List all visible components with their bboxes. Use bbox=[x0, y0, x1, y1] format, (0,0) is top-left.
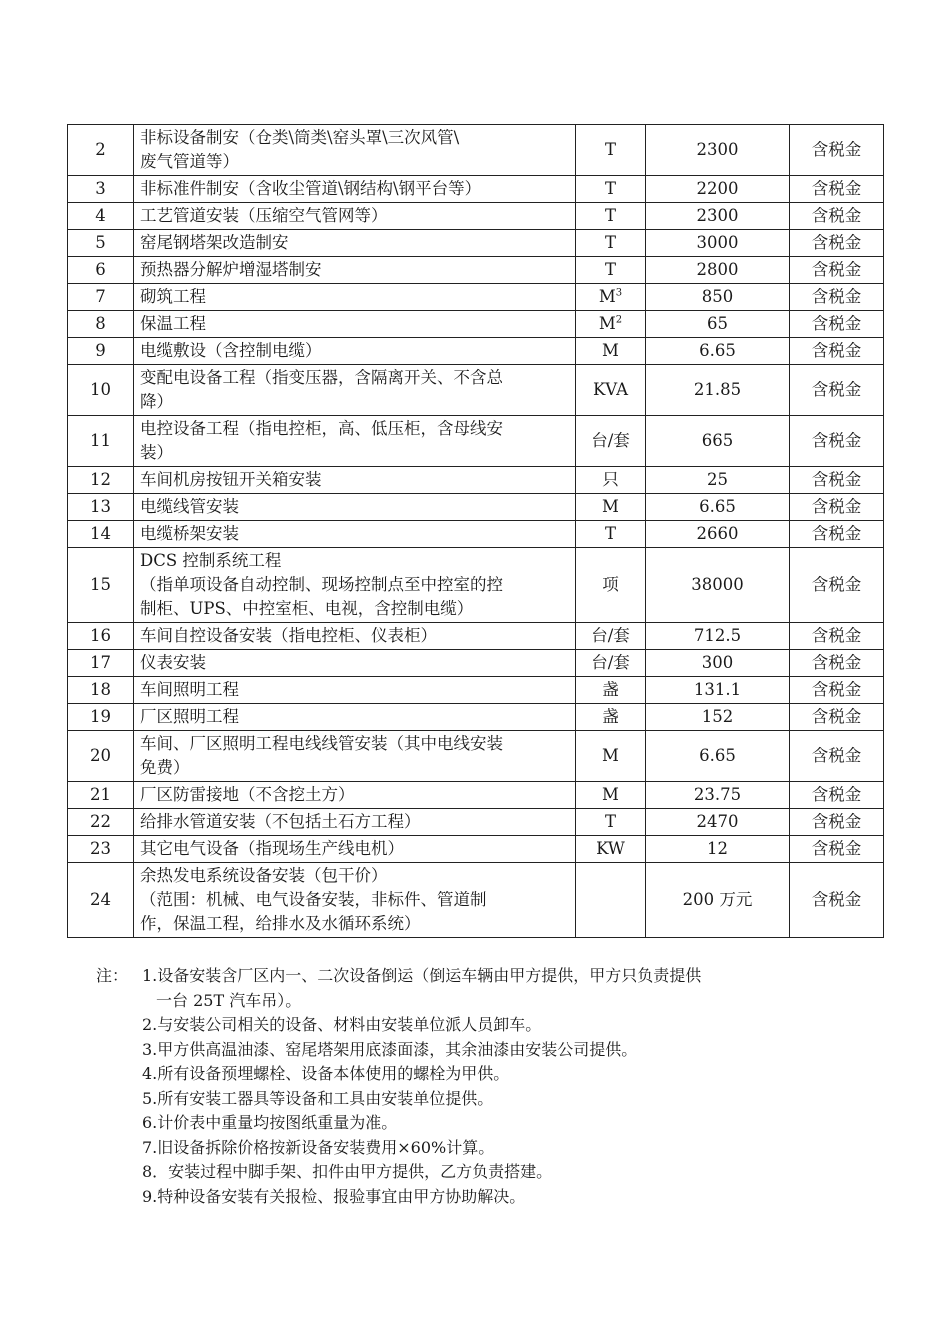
table-row bbox=[68, 284, 884, 311]
table-row bbox=[68, 338, 884, 365]
price-table-body bbox=[68, 125, 884, 938]
unit-cell bbox=[576, 338, 646, 365]
tax-note-cell: 含税金 bbox=[790, 257, 884, 284]
table-row bbox=[68, 836, 884, 863]
tax-note-cell: 含税金 bbox=[790, 311, 884, 338]
item-name-cell bbox=[134, 548, 576, 623]
tax-note-cell: 含税金 bbox=[790, 836, 884, 863]
item-name-cell bbox=[134, 176, 576, 203]
unit-cell bbox=[576, 311, 646, 338]
tax-note-cell: 含税金 bbox=[790, 521, 884, 548]
row-number-cell: 15 bbox=[68, 548, 134, 623]
table-row bbox=[68, 257, 884, 284]
tax-note-cell: 含税金 bbox=[790, 548, 884, 623]
unit-cell bbox=[576, 284, 646, 311]
row-number-cell: 3 bbox=[68, 176, 134, 203]
unit-cell bbox=[576, 521, 646, 548]
unit-text: 台/套 bbox=[591, 431, 630, 450]
item-name-cell bbox=[134, 731, 576, 782]
row-number-cell: 20 bbox=[68, 731, 134, 782]
table-row bbox=[68, 416, 884, 467]
item-name-line: 电缆敷设（含控制电缆） bbox=[140, 341, 322, 360]
item-name-line: 车间自控设备安装（指电控柜、仪表柜） bbox=[140, 626, 437, 645]
item-name-line: 预热器分解炉增湿塔制安 bbox=[140, 260, 322, 279]
unit-text: M bbox=[602, 746, 619, 765]
row-number-cell: 6 bbox=[68, 257, 134, 284]
item-name-cell bbox=[134, 203, 576, 230]
unit-text: T bbox=[604, 140, 616, 159]
unit-cell bbox=[576, 230, 646, 257]
item-name-line: 车间、厂区照明工程电线线管安装（其中电线安装 bbox=[140, 734, 503, 753]
item-name-line: 余热发电系统设备安装（包干价） bbox=[140, 866, 388, 885]
unit-text: T bbox=[604, 233, 616, 252]
table-row bbox=[68, 782, 884, 809]
item-name-line: 制柜、UPS、中控室柜、电视，含控制电缆） bbox=[140, 599, 474, 618]
row-number-cell: 14 bbox=[68, 521, 134, 548]
notes-label: 注： bbox=[96, 966, 129, 985]
row-number-cell: 18 bbox=[68, 677, 134, 704]
item-name-cell bbox=[134, 257, 576, 284]
note-item: 6.计价表中重量均按图纸重量为准。 bbox=[142, 1113, 398, 1132]
item-name-line: 车间机房按钮开关箱安装 bbox=[140, 470, 322, 489]
table-row bbox=[68, 230, 884, 257]
unit-superscript: 3 bbox=[615, 287, 623, 299]
table-row bbox=[68, 548, 884, 623]
tax-note-cell: 含税金 bbox=[790, 650, 884, 677]
tax-note-cell: 含税金 bbox=[790, 125, 884, 176]
item-name-line: 降） bbox=[140, 392, 173, 411]
item-name-cell bbox=[134, 284, 576, 311]
price-cell: 21.85 bbox=[646, 365, 790, 416]
item-name-line: 电缆线管安装 bbox=[140, 497, 239, 516]
price-cell: 65 bbox=[646, 311, 790, 338]
item-name-line: 车间照明工程 bbox=[140, 680, 239, 699]
tax-note-cell: 含税金 bbox=[790, 809, 884, 836]
item-name-line: 废气管道等） bbox=[140, 152, 239, 171]
tax-note-cell: 含税金 bbox=[790, 704, 884, 731]
unit-cell bbox=[576, 125, 646, 176]
item-name-line: 厂区防雷接地（不含挖土方） bbox=[140, 785, 355, 804]
price-cell: 2800 bbox=[646, 257, 790, 284]
row-number-cell: 23 bbox=[68, 836, 134, 863]
price-cell: 2300 bbox=[646, 203, 790, 230]
price-cell: 23.75 bbox=[646, 782, 790, 809]
unit-text: M bbox=[598, 287, 616, 306]
price-cell: 2660 bbox=[646, 521, 790, 548]
tax-note-cell: 含税金 bbox=[790, 230, 884, 257]
row-number-cell: 22 bbox=[68, 809, 134, 836]
unit-cell bbox=[576, 650, 646, 677]
unit-cell bbox=[576, 494, 646, 521]
item-name-line: 工艺管道安装（压缩空气管网等） bbox=[140, 206, 388, 225]
table-row bbox=[68, 623, 884, 650]
price-cell: 38000 bbox=[646, 548, 790, 623]
notes-row bbox=[96, 964, 876, 1209]
row-number-cell: 16 bbox=[68, 623, 134, 650]
price-cell: 200 万元 bbox=[646, 863, 790, 938]
note-item: 4.所有设备预埋螺栓、设备本体使用的螺栓为甲供。 bbox=[142, 1064, 510, 1083]
item-name-line: 其它电气设备（指现场生产线电机） bbox=[140, 839, 404, 858]
tax-note-cell: 含税金 bbox=[790, 494, 884, 521]
tax-note-cell: 含税金 bbox=[790, 623, 884, 650]
item-name-cell bbox=[134, 863, 576, 938]
row-number-cell: 11 bbox=[68, 416, 134, 467]
unit-text: 盏 bbox=[602, 680, 619, 699]
tax-note-cell: 含税金 bbox=[790, 284, 884, 311]
table-row bbox=[68, 677, 884, 704]
item-name-line: 装） bbox=[140, 443, 173, 462]
price-cell: 665 bbox=[646, 416, 790, 467]
unit-text: 项 bbox=[602, 575, 619, 594]
price-cell: 2300 bbox=[646, 125, 790, 176]
table-row bbox=[68, 311, 884, 338]
unit-cell bbox=[576, 467, 646, 494]
unit-text: KW bbox=[596, 839, 625, 858]
tax-note-cell: 含税金 bbox=[790, 731, 884, 782]
item-name-line: 厂区照明工程 bbox=[140, 707, 239, 726]
note-item: 3.甲方供高温油漆、窑尾塔架用底漆面漆，其余油漆由安装公司提供。 bbox=[142, 1039, 638, 1059]
unit-text: T bbox=[604, 524, 616, 543]
table-row bbox=[68, 494, 884, 521]
item-name-cell bbox=[134, 365, 576, 416]
table-row bbox=[68, 365, 884, 416]
unit-superscript: 2 bbox=[615, 314, 623, 326]
item-name-line: 给排水管道安装（不包括土石方工程） bbox=[140, 812, 421, 831]
item-name-cell bbox=[134, 521, 576, 548]
tax-note-cell: 含税金 bbox=[790, 782, 884, 809]
tax-note-cell: 含税金 bbox=[790, 677, 884, 704]
item-name-cell bbox=[134, 230, 576, 257]
item-name-cell bbox=[134, 494, 576, 521]
unit-text: T bbox=[604, 179, 616, 198]
price-cell: 12 bbox=[646, 836, 790, 863]
price-cell: 300 bbox=[646, 650, 790, 677]
unit-cell bbox=[576, 176, 646, 203]
item-name-line: 免费） bbox=[140, 758, 190, 777]
item-name-line: 电缆桥架安装 bbox=[140, 524, 239, 543]
item-name-line: （范围：机械、电气设备安装，非标件、管道制 bbox=[140, 890, 487, 909]
unit-cell bbox=[576, 416, 646, 467]
row-number-cell: 17 bbox=[68, 650, 134, 677]
table-row bbox=[68, 863, 884, 938]
unit-text: T bbox=[604, 260, 616, 279]
unit-cell bbox=[576, 623, 646, 650]
item-name-line: 非标准件制安（含收尘管道\钢结构\钢平台等） bbox=[140, 179, 482, 198]
tax-note-cell: 含税金 bbox=[790, 203, 884, 230]
price-table bbox=[67, 124, 884, 938]
item-name-line: DCS 控制系统工程 bbox=[140, 551, 282, 570]
row-number-cell: 7 bbox=[68, 284, 134, 311]
item-name-line: 保温工程 bbox=[140, 314, 206, 333]
price-cell: 2470 bbox=[646, 809, 790, 836]
row-number-cell: 21 bbox=[68, 782, 134, 809]
row-number-cell: 10 bbox=[68, 365, 134, 416]
item-name-cell bbox=[134, 782, 576, 809]
item-name-line: 非标设备制安（仓类\筒类\窑头罩\三次风管\ bbox=[140, 128, 460, 147]
price-cell: 6.65 bbox=[646, 494, 790, 521]
table-row bbox=[68, 731, 884, 782]
item-name-line: （指单项设备自动控制、现场控制点至中控室的控 bbox=[140, 575, 503, 594]
row-number-cell: 4 bbox=[68, 203, 134, 230]
unit-cell bbox=[576, 836, 646, 863]
row-number-cell: 19 bbox=[68, 704, 134, 731]
item-name-line: 砌筑工程 bbox=[140, 287, 206, 306]
unit-text: 台/套 bbox=[591, 653, 630, 672]
price-cell: 3000 bbox=[646, 230, 790, 257]
unit-text: T bbox=[604, 206, 616, 225]
table-row bbox=[68, 203, 884, 230]
item-name-line: 电控设备工程（指电控柜，高、低压柜，含母线安 bbox=[140, 419, 503, 438]
note-item: 1.设备安装含厂区内一、二次设备倒运（倒运车辆由甲方提供，甲方只负责提供 bbox=[142, 966, 702, 985]
unit-text: T bbox=[604, 812, 616, 831]
item-name-cell bbox=[134, 809, 576, 836]
item-name-cell bbox=[134, 125, 576, 176]
unit-text: 只 bbox=[602, 470, 619, 489]
tax-note-cell: 含税金 bbox=[790, 338, 884, 365]
unit-cell bbox=[576, 677, 646, 704]
item-name-cell bbox=[134, 338, 576, 365]
unit-text: M bbox=[602, 497, 619, 516]
table-row bbox=[68, 809, 884, 836]
table-row bbox=[68, 176, 884, 203]
item-name-cell bbox=[134, 650, 576, 677]
item-name-cell bbox=[134, 467, 576, 494]
item-name-line: 作，保温工程，给排水及水循环系统） bbox=[140, 914, 421, 933]
table-row bbox=[68, 650, 884, 677]
unit-text: 盏 bbox=[602, 707, 619, 726]
item-name-line: 窑尾钢塔架改造制安 bbox=[140, 233, 289, 252]
tax-note-cell: 含税金 bbox=[790, 365, 884, 416]
row-number-cell: 9 bbox=[68, 338, 134, 365]
price-cell: 152 bbox=[646, 704, 790, 731]
unit-text: M bbox=[602, 785, 619, 804]
unit-cell bbox=[576, 809, 646, 836]
item-name-cell bbox=[134, 623, 576, 650]
item-name-line: 仪表安装 bbox=[140, 653, 206, 672]
unit-cell bbox=[576, 365, 646, 416]
row-number-cell: 5 bbox=[68, 230, 134, 257]
item-name-line: 变配电设备工程（指变压器，含隔离开关、不含总 bbox=[140, 368, 503, 387]
tax-note-cell: 含税金 bbox=[790, 467, 884, 494]
note-item: 9.特种设备安装有关报检、报验事宜由甲方协助解决。 bbox=[142, 1186, 526, 1206]
unit-cell bbox=[576, 257, 646, 284]
unit-cell bbox=[576, 731, 646, 782]
unit-cell bbox=[576, 704, 646, 731]
price-cell: 6.65 bbox=[646, 731, 790, 782]
table-row bbox=[68, 467, 884, 494]
unit-cell bbox=[576, 203, 646, 230]
table-row bbox=[68, 704, 884, 731]
table-row bbox=[68, 521, 884, 548]
notes-list bbox=[142, 964, 876, 1209]
price-cell: 25 bbox=[646, 467, 790, 494]
price-cell: 712.5 bbox=[646, 623, 790, 650]
note-item: 2.与安装公司相关的设备、材料由安装单位派人员卸车。 bbox=[142, 1015, 542, 1034]
unit-text: M bbox=[598, 314, 616, 333]
unit-text: KVA bbox=[592, 380, 629, 399]
price-cell: 6.65 bbox=[646, 338, 790, 365]
row-number-cell: 12 bbox=[68, 467, 134, 494]
note-item: 5.所有安装工器具等设备和工具由安装单位提供。 bbox=[142, 1088, 494, 1108]
row-number-cell: 24 bbox=[68, 863, 134, 938]
tax-note-cell: 含税金 bbox=[790, 176, 884, 203]
row-number-cell: 2 bbox=[68, 125, 134, 176]
unit-cell bbox=[576, 782, 646, 809]
item-name-cell bbox=[134, 311, 576, 338]
item-name-cell bbox=[134, 836, 576, 863]
note-item: 7.旧设备拆除价格按新设备安装费用×60%计算。 bbox=[142, 1137, 495, 1157]
unit-text: M bbox=[602, 341, 619, 360]
row-number-cell: 13 bbox=[68, 494, 134, 521]
unit-cell bbox=[576, 548, 646, 623]
tax-note-cell: 含税金 bbox=[790, 863, 884, 938]
note-item-continuation: 一台 25T 汽车吊）。 bbox=[156, 990, 302, 1010]
price-cell: 850 bbox=[646, 284, 790, 311]
price-cell: 2200 bbox=[646, 176, 790, 203]
note-item: 8．安装过程中脚手架、扣件由甲方提供，乙方负责搭建。 bbox=[142, 1162, 553, 1181]
notes-section bbox=[96, 964, 876, 1209]
table-row bbox=[68, 125, 884, 176]
item-name-cell bbox=[134, 704, 576, 731]
item-name-cell bbox=[134, 416, 576, 467]
price-cell: 131.1 bbox=[646, 677, 790, 704]
unit-cell bbox=[576, 863, 646, 938]
tax-note-cell: 含税金 bbox=[790, 416, 884, 467]
unit-text: 台/套 bbox=[591, 626, 630, 645]
item-name-cell bbox=[134, 677, 576, 704]
row-number-cell: 8 bbox=[68, 311, 134, 338]
